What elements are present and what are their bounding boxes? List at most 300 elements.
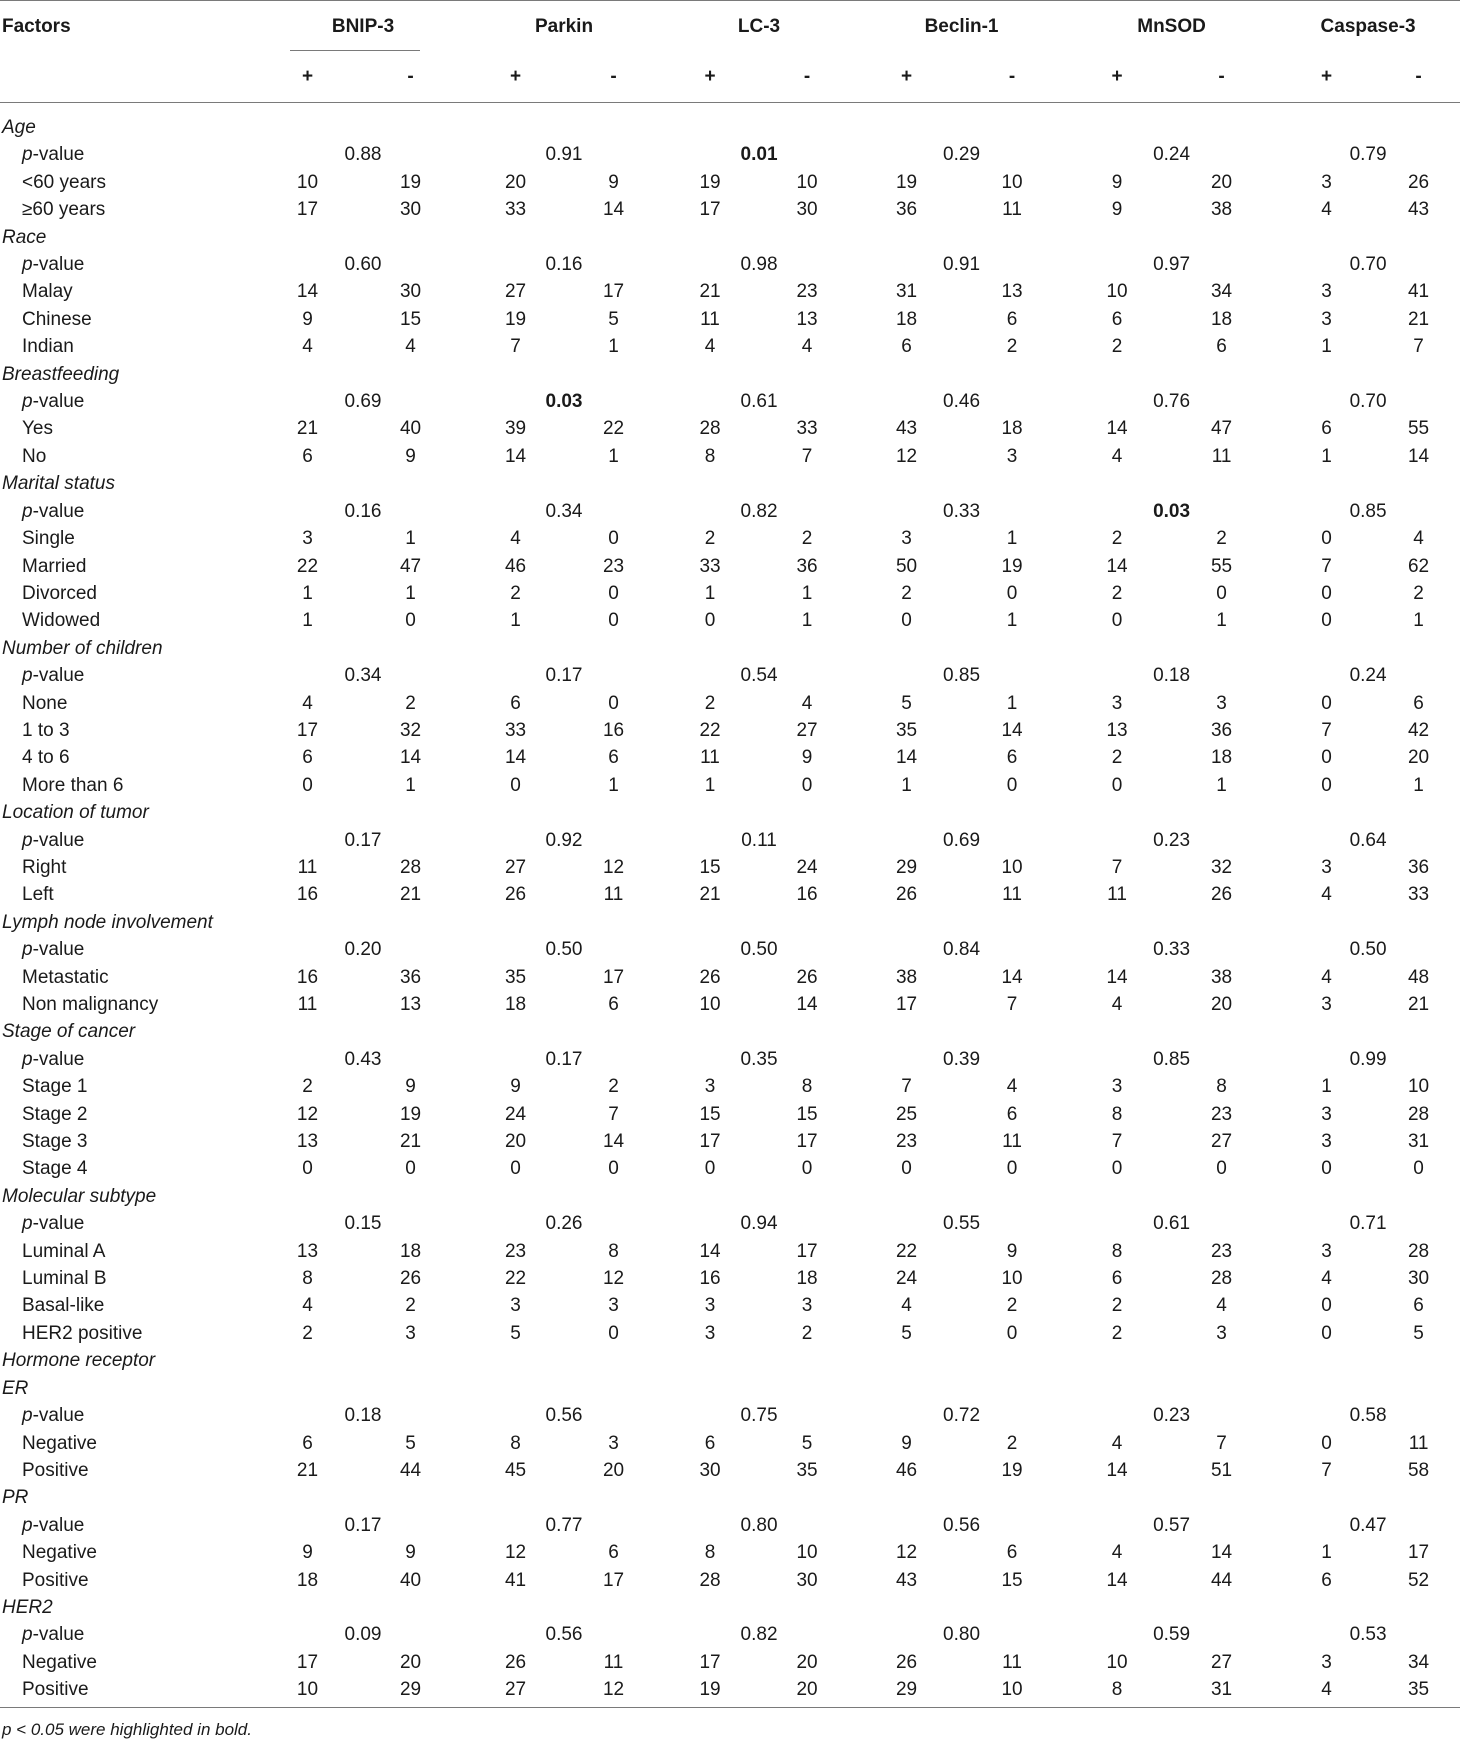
p-value-cell: 0.03 xyxy=(545,391,583,413)
p-letter: p xyxy=(22,1514,33,1536)
p-value-cell: 0.39 xyxy=(943,1048,981,1070)
value-cell: 20 xyxy=(1210,994,1233,1015)
value-cell: 0 xyxy=(608,582,619,604)
table-row xyxy=(0,1430,1460,1457)
value-cell: 14 xyxy=(1106,555,1128,577)
row-label: Luminal A xyxy=(22,1240,106,1262)
value-cell: 4 xyxy=(1321,884,1332,906)
value-cell: 14 xyxy=(699,1240,721,1262)
value-cell: 12 xyxy=(565,1676,662,1708)
value-cell: 0 xyxy=(405,610,416,632)
p-value-suffix: -value xyxy=(32,1213,85,1235)
value-cell: 29 xyxy=(856,1676,957,1708)
p-value-cell: 0.47 xyxy=(1349,1514,1387,1536)
value-cell: 6 xyxy=(704,1432,716,1454)
value-cell: 35 xyxy=(895,719,918,741)
value-cell: 22 xyxy=(895,1240,918,1262)
p-value-cell: 0.46 xyxy=(943,391,981,413)
value-cell: 4 xyxy=(1216,1295,1227,1317)
value-cell: 6 xyxy=(1006,747,1018,769)
value-cell: 1 xyxy=(1216,774,1227,796)
value-cell: 20 xyxy=(504,171,527,193)
table-row xyxy=(0,525,1460,552)
p-value-row xyxy=(0,1210,1460,1237)
value-cell: 33 xyxy=(504,719,527,741)
row-label: Positive xyxy=(0,1676,260,1708)
row-label: Malay xyxy=(22,281,73,303)
value-cell: 1 xyxy=(405,528,416,550)
value-cell: 28 xyxy=(399,856,422,878)
value-cell: 0 xyxy=(405,1158,416,1180)
value-cell: 4 xyxy=(510,528,521,550)
category-row xyxy=(0,635,1460,662)
table-row xyxy=(0,169,1460,196)
value-cell: 0 xyxy=(608,528,619,550)
value-cell: 20 xyxy=(602,1459,625,1481)
value-cell: 9 xyxy=(405,445,416,467)
header-row-signs xyxy=(0,52,1460,103)
p-value-cell: 0.16 xyxy=(344,500,382,522)
table-row xyxy=(0,553,1460,580)
p-value-cell: 0.76 xyxy=(1153,391,1191,413)
value-cell: 10 xyxy=(1106,1651,1128,1673)
value-cell: 22 xyxy=(699,719,721,741)
row-label: Indian xyxy=(22,336,74,358)
value-cell: 23 xyxy=(602,555,625,577)
value-cell: 6 xyxy=(1006,1542,1018,1564)
value-cell: 23 xyxy=(796,281,818,303)
row-label: Divorced xyxy=(22,582,97,604)
value-cell: 10 xyxy=(1001,1268,1023,1290)
value-cell: 9 xyxy=(302,308,313,330)
value-cell: 36 xyxy=(1210,719,1233,741)
table-row xyxy=(0,306,1460,333)
category-row xyxy=(0,1375,1460,1402)
row-label: Stage 1 xyxy=(22,1076,88,1098)
value-cell: 18 xyxy=(296,1569,319,1591)
header-row-genes xyxy=(0,1,1460,53)
category-label: Lymph node involvement xyxy=(2,911,213,933)
value-cell: 14 xyxy=(296,281,319,303)
value-cell: 24 xyxy=(895,1268,918,1290)
value-cell: 23 xyxy=(1210,1240,1233,1262)
p-letter: p xyxy=(22,144,33,166)
value-cell: 8 xyxy=(302,1268,313,1290)
value-cell: 51 xyxy=(1210,1459,1233,1481)
value-cell: 11 xyxy=(1408,1432,1429,1454)
value-cell: 1 xyxy=(801,582,813,604)
value-cell: 0 xyxy=(1111,1158,1123,1180)
gene-header-lc3: LC-3 xyxy=(662,1,856,53)
value-cell: 1 xyxy=(1321,336,1332,358)
value-cell: 0 xyxy=(1006,1158,1018,1180)
value-cell: 19 xyxy=(1001,1459,1023,1481)
value-cell: 21 xyxy=(399,884,422,906)
value-cell: 1 xyxy=(405,774,416,796)
table-row xyxy=(0,443,1460,470)
row-label: Widowed xyxy=(22,610,101,632)
value-cell: 2 xyxy=(1111,336,1123,358)
value-cell: 47 xyxy=(399,555,422,577)
value-cell: 17 xyxy=(895,994,918,1015)
p-value-suffix: -value xyxy=(32,1624,85,1646)
value-cell: 9 xyxy=(801,747,813,769)
value-cell: 8 xyxy=(1111,1103,1123,1125)
value-cell: 7 xyxy=(1216,1432,1227,1454)
negative-sign-header-5: - xyxy=(1377,52,1460,103)
p-value-cell: 0.33 xyxy=(943,500,981,522)
category-label: Location of tumor xyxy=(2,802,149,824)
value-cell: 9 xyxy=(608,171,619,193)
positive-sign-header-3: + xyxy=(856,52,957,103)
value-cell: 0 xyxy=(608,610,619,632)
value-cell: 23 xyxy=(895,1131,918,1153)
value-cell: 22 xyxy=(296,555,319,577)
p-value-suffix: -value xyxy=(32,939,85,961)
p-value-cell: 0.97 xyxy=(1153,254,1191,276)
p-letter: p xyxy=(22,1213,33,1235)
value-cell: 5 xyxy=(901,1322,912,1344)
value-cell: 17 xyxy=(1407,1542,1430,1564)
value-cell: 14 xyxy=(895,747,918,769)
p-letter: p xyxy=(22,1048,33,1070)
value-cell: 19 xyxy=(662,1676,758,1708)
value-cell: 14 xyxy=(1106,1459,1128,1481)
value-cell: 45 xyxy=(504,1459,527,1481)
p-value-cell: 0.50 xyxy=(1349,939,1387,961)
value-cell: 44 xyxy=(399,1459,422,1481)
value-cell: 26 xyxy=(699,966,721,988)
value-cell: 26 xyxy=(895,884,918,906)
value-cell: 21 xyxy=(1407,308,1430,330)
p-value-label xyxy=(0,827,260,854)
value-cell: 14 xyxy=(1106,418,1128,440)
value-cell: 5 xyxy=(510,1322,521,1344)
value-cell: 19 xyxy=(399,171,422,193)
value-cell: 33 xyxy=(504,199,527,221)
value-cell: 0 xyxy=(1006,774,1018,796)
value-cell: 21 xyxy=(1407,994,1430,1015)
p-value-cell: 0.91 xyxy=(943,254,981,276)
value-cell: 18 xyxy=(1001,418,1023,440)
value-cell: 16 xyxy=(699,1268,721,1290)
p-value-cell: 0.29 xyxy=(943,144,981,166)
value-cell: 6 xyxy=(302,747,313,769)
category-label: ER xyxy=(2,1377,29,1399)
value-cell: 26 xyxy=(895,1651,918,1673)
value-cell: 1 xyxy=(1413,610,1424,632)
value-cell: 30 xyxy=(796,199,818,221)
value-cell: 13 xyxy=(296,1240,319,1262)
value-cell: 17 xyxy=(602,966,625,988)
table-row xyxy=(0,690,1460,717)
p-value-cell: 0.61 xyxy=(1153,1213,1191,1235)
p-value-cell: 0.85 xyxy=(1153,1048,1191,1070)
value-cell: 2 xyxy=(1216,528,1227,550)
row-label: Stage 4 xyxy=(22,1158,88,1180)
value-cell: 1 xyxy=(1413,774,1424,796)
table-row xyxy=(0,1320,1460,1347)
value-cell: 9 xyxy=(1111,199,1123,221)
row-label: <60 years xyxy=(22,171,106,193)
value-cell: 28 xyxy=(1407,1103,1430,1125)
value-cell: 16 xyxy=(296,966,319,988)
value-cell: 2 xyxy=(302,1322,313,1344)
value-cell: 2 xyxy=(1006,336,1018,358)
negative-sign-header-3: - xyxy=(957,52,1067,103)
p-value-cell: 0.15 xyxy=(344,1213,382,1235)
p-value-cell: 0.24 xyxy=(1349,665,1387,687)
value-cell: 0 xyxy=(510,774,521,796)
category-label: Breastfeeding xyxy=(2,363,120,385)
p-value-cell: 0.75 xyxy=(740,1405,778,1427)
value-cell: 6 xyxy=(1321,418,1332,440)
p-value-cell: 0.80 xyxy=(943,1624,981,1646)
row-label: Negative xyxy=(22,1432,97,1454)
value-cell: 26 xyxy=(504,1651,527,1673)
row-label: Yes xyxy=(22,418,53,440)
value-cell: 17 xyxy=(296,719,319,741)
row-label: Positive xyxy=(22,1459,89,1481)
table-row xyxy=(0,772,1460,799)
value-cell: 0 xyxy=(1321,610,1332,632)
row-label: Left xyxy=(22,884,54,906)
p-value-cell: 0.24 xyxy=(1153,144,1191,166)
p-value-cell: 0.23 xyxy=(1153,829,1191,851)
p-value-label xyxy=(0,251,260,278)
value-cell: 33 xyxy=(699,555,721,577)
bnip3-header-rule xyxy=(290,50,420,51)
value-cell: 4 xyxy=(1111,445,1123,467)
value-cell: 22 xyxy=(602,418,625,440)
p-value-cell: 0.53 xyxy=(1349,1624,1387,1646)
table-row xyxy=(0,580,1460,607)
table-row xyxy=(0,1292,1460,1319)
value-cell: 15 xyxy=(399,308,422,330)
value-cell: 27 xyxy=(796,719,818,741)
value-cell: 25 xyxy=(895,1103,918,1125)
value-cell: 4 xyxy=(704,336,716,358)
p-value-cell: 0.23 xyxy=(1153,1405,1191,1427)
value-cell: 8 xyxy=(801,1076,813,1098)
value-cell: 17 xyxy=(602,1569,625,1591)
value-cell: 0 xyxy=(704,610,716,632)
value-cell: 9 xyxy=(302,1542,313,1564)
value-cell: 2 xyxy=(1006,1432,1018,1454)
negative-sign-header-0: - xyxy=(355,52,466,103)
value-cell: 4 xyxy=(302,1295,313,1317)
row-label: 4 to 6 xyxy=(22,747,70,769)
table-row xyxy=(0,1539,1460,1566)
p-value-cell: 0.82 xyxy=(740,1624,778,1646)
value-cell: 1 xyxy=(1006,528,1018,550)
value-cell: 14 xyxy=(1001,966,1023,988)
table-row xyxy=(0,1457,1460,1484)
value-cell: 35 xyxy=(504,966,527,988)
value-cell: 20 xyxy=(758,1676,856,1708)
gene-header-beclin1: Beclin-1 xyxy=(856,1,1067,53)
value-cell: 13 xyxy=(796,308,818,330)
row-label: Chinese xyxy=(22,308,92,330)
value-cell: 5 xyxy=(405,1432,416,1454)
p-value-cell: 0.88 xyxy=(344,144,382,166)
row-label: Non malignancy xyxy=(22,994,159,1015)
gene-header-bnip3: BNIP-3 xyxy=(260,1,466,53)
p-value-cell: 0.99 xyxy=(1349,1048,1387,1070)
value-cell: 4 xyxy=(1413,528,1424,550)
value-cell: 10 xyxy=(796,1542,818,1564)
value-cell: 7 xyxy=(1321,719,1332,741)
value-cell: 4 xyxy=(1321,966,1332,988)
value-cell: 26 xyxy=(1407,171,1430,193)
value-cell: 12 xyxy=(895,1542,918,1564)
p-value-cell: 0.55 xyxy=(943,1213,981,1235)
value-cell: 35 xyxy=(1377,1676,1460,1708)
value-cell: 17 xyxy=(296,199,319,221)
p-value-cell: 0.09 xyxy=(344,1624,382,1646)
value-cell: 4 xyxy=(1111,994,1123,1015)
value-cell: 6 xyxy=(608,1542,619,1564)
value-cell: 19 xyxy=(399,1103,422,1125)
table-row xyxy=(0,991,1460,1018)
value-cell: 11 xyxy=(297,856,318,878)
value-cell: 3 xyxy=(1321,994,1332,1015)
category-label: Hormone receptor xyxy=(2,1350,156,1372)
value-cell: 0 xyxy=(704,1158,716,1180)
category-label: Molecular subtype xyxy=(2,1185,157,1207)
value-cell: 7 xyxy=(1413,336,1424,358)
table-row xyxy=(0,854,1460,881)
value-cell: 5 xyxy=(608,308,619,330)
value-cell: 6 xyxy=(608,994,619,1015)
p-value-label xyxy=(0,498,260,525)
value-cell: 0 xyxy=(901,1158,912,1180)
value-cell: 8 xyxy=(510,1432,521,1454)
value-cell: 36 xyxy=(895,199,918,221)
value-cell: 0 xyxy=(901,610,912,632)
value-cell: 43 xyxy=(895,418,918,440)
p-letter: p xyxy=(22,939,33,961)
p-letter: p xyxy=(22,829,33,851)
value-cell: 16 xyxy=(602,719,625,741)
p-value-suffix: -value xyxy=(32,665,85,687)
p-value-cell: 0.34 xyxy=(344,665,382,687)
value-cell: 31 xyxy=(1407,1131,1430,1153)
value-cell: 7 xyxy=(1006,994,1018,1015)
p-value-cell: 0.70 xyxy=(1349,254,1387,276)
value-cell: 11 xyxy=(603,884,624,906)
value-cell: 31 xyxy=(895,281,918,303)
value-cell: 10 xyxy=(1001,171,1023,193)
value-cell: 18 xyxy=(1210,747,1233,769)
p-value-row xyxy=(0,1621,1460,1648)
value-cell: 34 xyxy=(1407,1651,1430,1673)
row-label: ≥60 years xyxy=(22,199,106,221)
category-row xyxy=(0,1594,1460,1621)
value-cell: 13 xyxy=(296,1131,319,1153)
p-value-cell: 0.94 xyxy=(740,1213,778,1235)
value-cell: 1 xyxy=(1321,1542,1332,1564)
value-cell: 0 xyxy=(1006,582,1018,604)
value-cell: 6 xyxy=(302,1432,313,1454)
value-cell: 2 xyxy=(608,1076,619,1098)
row-label: 1 to 3 xyxy=(22,719,70,741)
value-cell: 5 xyxy=(801,1432,813,1454)
table-row xyxy=(0,744,1460,771)
value-cell: 1 xyxy=(1321,1076,1332,1098)
value-cell: 6 xyxy=(1413,692,1424,714)
value-cell: 4 xyxy=(1321,1268,1332,1290)
p-letter: p xyxy=(22,391,33,413)
row-label: Stage 3 xyxy=(22,1131,88,1153)
value-cell: 14 xyxy=(504,445,527,467)
value-cell: 46 xyxy=(504,555,527,577)
p-value-cell: 0.98 xyxy=(740,254,778,276)
value-cell: 29 xyxy=(895,856,918,878)
value-cell: 27 xyxy=(1210,1131,1233,1153)
value-cell: 43 xyxy=(895,1569,918,1591)
value-cell: 41 xyxy=(504,1569,527,1591)
value-cell: 26 xyxy=(399,1268,422,1290)
value-cell: 23 xyxy=(1210,1103,1233,1125)
value-cell: 0 xyxy=(1321,692,1332,714)
value-cell: 0 xyxy=(608,1322,619,1344)
p-value-cell: 0.85 xyxy=(943,665,981,687)
value-cell: 3 xyxy=(510,1295,521,1317)
p-value-cell: 0.60 xyxy=(344,254,382,276)
value-cell: 3 xyxy=(1321,856,1332,878)
value-cell: 22 xyxy=(504,1268,527,1290)
gene-header-mnsod: MnSOD xyxy=(1067,1,1276,53)
category-row xyxy=(0,909,1460,936)
value-cell: 26 xyxy=(1210,884,1233,906)
value-cell: 3 xyxy=(302,528,313,550)
p-value-suffix: -value xyxy=(32,1405,85,1427)
value-cell: 2 xyxy=(1111,747,1123,769)
value-cell: 55 xyxy=(1407,418,1430,440)
value-cell: 6 xyxy=(1321,1569,1332,1591)
value-cell: 3 xyxy=(801,1295,813,1317)
value-cell: 15 xyxy=(699,1103,721,1125)
p-value-row xyxy=(0,1402,1460,1429)
value-cell: 12 xyxy=(296,1103,319,1125)
value-cell: 0 xyxy=(801,774,813,796)
value-cell: 19 xyxy=(504,308,527,330)
category-label: HER2 xyxy=(2,1596,53,1618)
p-value-suffix: -value xyxy=(32,1048,85,1070)
p-value-cell: 0.56 xyxy=(545,1624,583,1646)
value-cell: 20 xyxy=(1210,171,1233,193)
category-row xyxy=(0,224,1460,251)
table-row xyxy=(0,1265,1460,1292)
p-value-row xyxy=(0,662,1460,689)
value-cell: 8 xyxy=(1111,1240,1123,1262)
p-value-cell: 0.26 xyxy=(545,1213,583,1235)
category-label: Marital status xyxy=(2,473,115,495)
value-cell: 2 xyxy=(510,582,521,604)
table-row xyxy=(0,278,1460,305)
value-cell: 34 xyxy=(1210,281,1233,303)
value-cell: 13 xyxy=(1106,719,1128,741)
row-label: None xyxy=(22,692,68,714)
value-cell: 46 xyxy=(895,1459,918,1481)
value-cell: 3 xyxy=(1321,1651,1332,1673)
value-cell: 30 xyxy=(399,281,422,303)
value-cell: 0 xyxy=(1321,747,1332,769)
p-value-cell: 0.03 xyxy=(1153,500,1191,522)
value-cell: 6 xyxy=(1413,1295,1424,1317)
positive-sign-header-2: + xyxy=(662,52,758,103)
